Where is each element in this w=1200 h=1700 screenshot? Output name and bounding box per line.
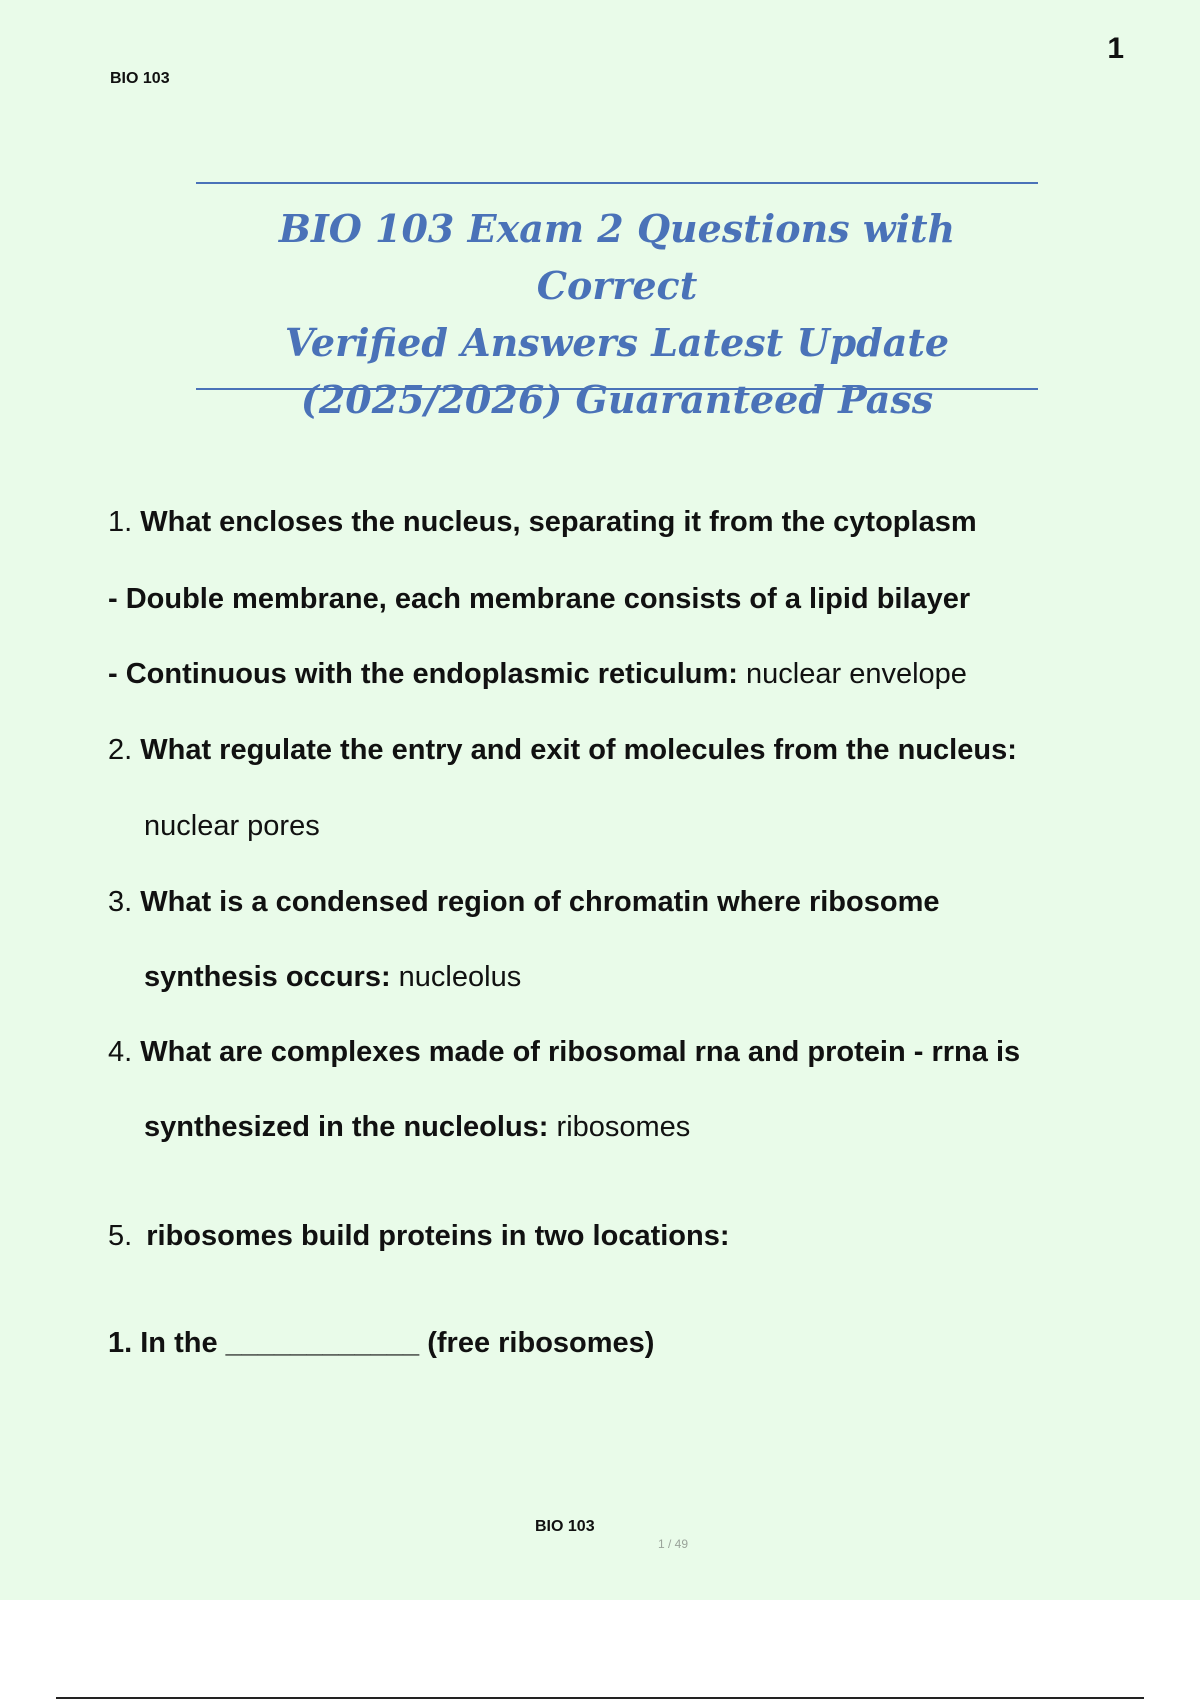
question-2 [108,734,1148,767]
question-1-line-2 [108,583,1148,616]
document-title [196,200,1038,428]
next-page-rule [56,1697,1144,1699]
question-3 [108,886,1148,919]
sub-item-text: 1. In the ____________ (free ribosomes) [108,1327,655,1359]
question-text: What regulate the entry and exit of molecules from the nucleus: [140,734,1017,766]
answer-text: ribosomes [556,1111,691,1143]
question-text: synthesis occurs: [144,961,391,993]
question-number: 2. [108,734,133,766]
question-5 [108,1220,1148,1253]
question-text: ribosomes build proteins in two locations: [146,1220,730,1252]
question-1 [108,506,1148,539]
title-rule-top [196,182,1038,184]
question-4-cont [144,1111,1184,1144]
question-text: - Continuous with the endoplasmic reticulum: [108,658,738,690]
title-line-1: BIO 103 Exam 2 Questions with Correct [278,206,956,308]
page-count: 1 / 49 [658,1537,689,1551]
question-3-cont [144,961,1184,994]
question-number: 4. [108,1036,133,1068]
running-footer: BIO 103 [535,1518,595,1535]
question-2-answer [144,810,1184,843]
title-rule-bottom [196,388,1038,390]
title-line-2: Verified Answers Latest Update [284,320,950,365]
question-number: 5. [108,1220,133,1252]
question-text: What are complexes made of ribosomal rna and protein - rrna is [140,1036,1021,1068]
question-4 [108,1036,1148,1069]
running-header: BIO 103 [110,70,170,87]
question-text: synthesized in the nucleolus: [144,1111,549,1143]
question-text: What encloses the nucleus, separating it from the cytoplasm [140,506,977,538]
question-number: 3. [108,886,133,918]
answer-text: nuclear pores [144,810,320,842]
page-number: 1 [1107,32,1124,65]
sub-item-1 [108,1327,1148,1360]
title-line-3: (2025/2026) Guaranteed Pass [300,377,934,422]
question-text: - Double membrane, each membrane consists of a lipid bilayer [108,583,971,615]
question-1-line-3 [108,658,1148,691]
question-number: 1. [108,506,133,538]
question-text: What is a condensed region of chromatin where ribosome [140,886,940,918]
answer-text: nuclear envelope [746,658,967,690]
answer-text: nucleolus [398,961,522,993]
